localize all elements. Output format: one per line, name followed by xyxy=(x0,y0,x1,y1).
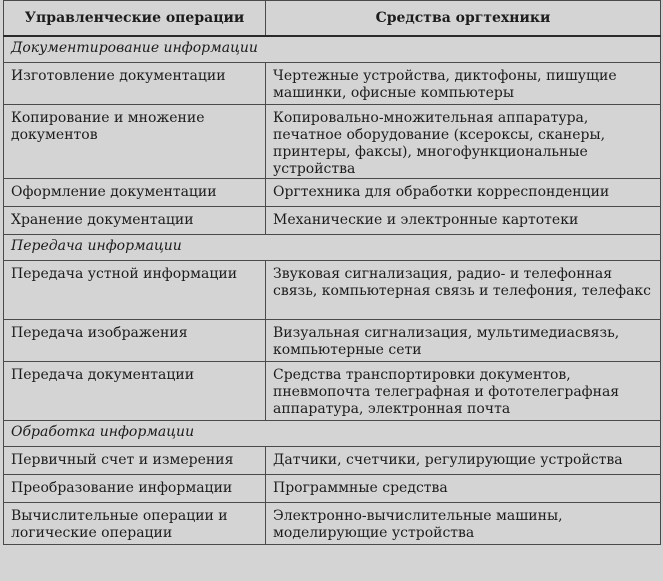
office-equipment-table xyxy=(3,0,661,545)
equipment-cell: Визуальная сигнализация, мультимедиасвязь, компьютерные сети xyxy=(266,320,661,362)
equipment-cell: Чертежные устройства, диктофоны, пишущие машинки, офисные компьютеры xyxy=(266,63,661,105)
equipment-cell: Механические и электронные картотеки xyxy=(266,207,661,235)
header-row xyxy=(4,1,661,37)
header-equipment: Средства оргтехники xyxy=(266,1,661,37)
section-title: Передача информации xyxy=(4,235,661,261)
operation-cell: Преобразование информации xyxy=(4,475,266,503)
table-row xyxy=(4,320,661,362)
operation-cell: Оформление документации xyxy=(4,179,266,207)
table-row xyxy=(4,261,661,320)
header-operations: Управленческие операции xyxy=(4,1,266,37)
table-row xyxy=(4,179,661,207)
operation-cell: Копирование и множение документов xyxy=(4,105,266,179)
operation-cell: Хранение документации xyxy=(4,207,266,235)
table-row xyxy=(4,503,661,545)
section-title: Документирование информации xyxy=(4,36,661,63)
table-row xyxy=(4,362,661,421)
operation-cell: Передача изображения xyxy=(4,320,266,362)
table-row xyxy=(4,105,661,179)
table-row xyxy=(4,63,661,105)
equipment-cell: Оргтехника для обработки корреспонденции xyxy=(266,179,661,207)
equipment-cell: Копировально-множительная аппаратура, печатное оборудование (ксероксы, сканеры, принтеры, факсы), многофункциональные устройства xyxy=(266,105,661,179)
section-row xyxy=(4,421,661,447)
equipment-cell: Электронно-вычислительные машины, моделирующие устройства xyxy=(266,503,661,545)
table-row xyxy=(4,207,661,235)
operation-cell: Передача документации xyxy=(4,362,266,421)
operation-cell: Вычислительные операции и логические операции xyxy=(4,503,266,545)
operation-cell: Изготовление документации xyxy=(4,63,266,105)
table-row xyxy=(4,447,661,475)
section-row xyxy=(4,36,661,63)
equipment-cell: Программные средства xyxy=(266,475,661,503)
section-row xyxy=(4,235,661,261)
equipment-cell: Средства транспортировки документов, пневмопочта телеграфная и фототелеграфная аппаратура, электронная почта xyxy=(266,362,661,421)
operation-cell: Первичный счет и измерения xyxy=(4,447,266,475)
section-title: Обработка информации xyxy=(4,421,661,447)
operation-cell: Передача устной информации xyxy=(4,261,266,320)
table-row xyxy=(4,475,661,503)
equipment-cell: Датчики, счетчики, регулирующие устройства xyxy=(266,447,661,475)
equipment-cell: Звуковая сигнализация, радио- и телефонная связь, компьютерная связь и телефония, телефакс xyxy=(266,261,661,320)
